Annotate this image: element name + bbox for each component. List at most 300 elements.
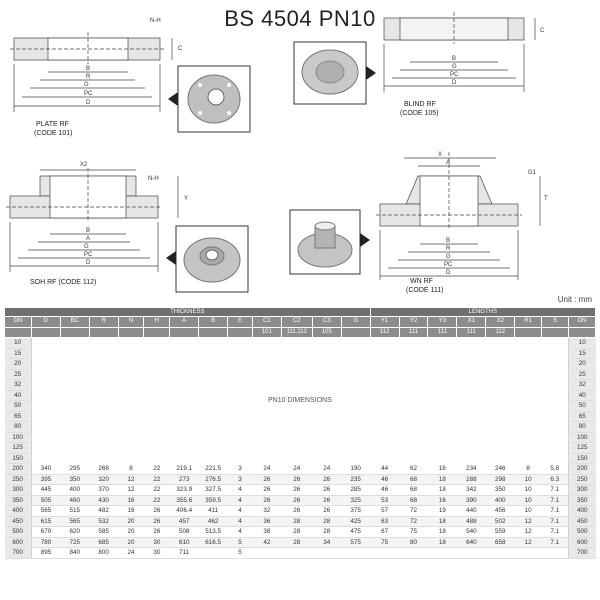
column-subheader xyxy=(228,327,253,338)
wn-rf-drawing xyxy=(376,152,540,280)
table-cell: 298 xyxy=(486,474,515,485)
wn-rf-caption: WN RF xyxy=(410,278,433,285)
table-cell: 19 xyxy=(428,506,457,517)
table-cell: 12 xyxy=(515,537,542,548)
table-cell: 62 xyxy=(399,464,428,475)
table-cell: 800 xyxy=(89,548,118,559)
table-cell: 600 xyxy=(5,537,32,548)
table-cell: 285 xyxy=(341,485,370,496)
label-nh: N-H xyxy=(150,18,161,24)
label-b3: B xyxy=(86,228,91,234)
table-cell: 780 xyxy=(31,537,60,548)
table-cell: 24 xyxy=(281,464,312,475)
table-cell: 895 xyxy=(31,548,60,559)
table-cell: 725 xyxy=(60,537,89,548)
dn-cell: 15 xyxy=(5,348,32,359)
column-header: Y1 xyxy=(370,317,399,328)
table-cell xyxy=(199,548,228,559)
label-a3: A xyxy=(86,236,91,242)
dn-cell: 125 xyxy=(568,443,595,454)
table-cell: 22 xyxy=(144,485,170,496)
table-cell: 5 xyxy=(228,548,253,559)
dn-cell: 15 xyxy=(568,348,595,359)
dn-cell: 65 xyxy=(5,411,32,422)
table-cell: 18 xyxy=(428,527,457,538)
table-cell: 26 xyxy=(281,506,312,517)
column-header: C3 xyxy=(312,317,341,328)
table-cell xyxy=(312,548,341,559)
table-cell: 370 xyxy=(89,485,118,496)
column-subheader xyxy=(341,327,370,338)
table-cell: 640 xyxy=(457,537,486,548)
table-cell: 327.5 xyxy=(199,485,228,496)
table-cell: 450 xyxy=(5,516,32,527)
blind-rf-caption: BLIND RF xyxy=(404,101,436,108)
dn-cell: 25 xyxy=(5,369,32,380)
table-row xyxy=(5,537,596,548)
table-cell: 350 xyxy=(60,474,89,485)
table-cell: 10 xyxy=(515,474,542,485)
table-cell: 505 xyxy=(31,495,60,506)
table-cell: 390 xyxy=(457,495,486,506)
table-cell: 7.1 xyxy=(542,516,569,527)
label-d2: D xyxy=(452,80,457,86)
table-row xyxy=(5,464,596,475)
table-cell: 685 xyxy=(89,537,118,548)
table-cell: 26 xyxy=(312,485,341,496)
table-cell: 8 xyxy=(515,464,542,475)
table-header xyxy=(5,317,596,328)
table-cell: 26 xyxy=(312,506,341,517)
table-cell: 20 xyxy=(118,516,144,527)
table-cell: 575 xyxy=(341,537,370,548)
table-cell: 20 xyxy=(118,537,144,548)
table-cell: 500 xyxy=(5,527,32,538)
table-cell: 3 xyxy=(228,464,253,475)
table-cell: 620 xyxy=(60,527,89,538)
label-d4: D xyxy=(446,270,451,276)
table-cell: 585 xyxy=(89,527,118,538)
table-cell: 395 xyxy=(31,474,60,485)
label-y3: Y xyxy=(184,196,189,202)
table-cell: 6.3 xyxy=(542,474,569,485)
label-x: X xyxy=(438,152,443,158)
table-cell: 840 xyxy=(60,548,89,559)
soh-rf-photo xyxy=(166,226,248,292)
table-cell: 28 xyxy=(312,516,341,527)
plate-rf-labels xyxy=(84,18,183,106)
table-cell xyxy=(281,548,312,559)
column-header: A xyxy=(170,317,199,328)
table-cell: 460 xyxy=(60,495,89,506)
table-cell: 16 xyxy=(428,495,457,506)
column-header: Y2 xyxy=(399,317,428,328)
table-cell: 400 xyxy=(486,495,515,506)
dn-cell: 150 xyxy=(5,453,32,464)
table-cell: 44 xyxy=(370,464,399,475)
table-cell: 440 xyxy=(457,506,486,517)
table-cell: 26 xyxy=(312,495,341,506)
label-pcd3: PC xyxy=(84,252,93,258)
table-row xyxy=(5,516,596,527)
table-cell: 75 xyxy=(370,537,399,548)
dn-cell: 80 xyxy=(568,422,595,433)
table-cell: 26 xyxy=(281,495,312,506)
column-subheader: 112 xyxy=(370,327,399,338)
column-subheader: 112 xyxy=(486,327,515,338)
table-cell: 350 xyxy=(5,495,32,506)
table-cell: 26 xyxy=(281,485,312,496)
table-cell: 411 xyxy=(199,506,228,517)
column-subheader xyxy=(199,327,228,338)
table-cell: 4 xyxy=(228,527,253,538)
table-cell: 268 xyxy=(89,464,118,475)
table-cell: 482 xyxy=(89,506,118,517)
table-cell: 700 xyxy=(568,548,595,559)
label-g4: G xyxy=(446,254,451,260)
column-subheader: 111,112 xyxy=(281,327,312,338)
table-cell: 475 xyxy=(341,527,370,538)
table-cell: 36 xyxy=(252,516,281,527)
group-lengths: LENGTHS xyxy=(370,308,595,317)
plate-rf-photo xyxy=(168,66,250,132)
column-subheader: 111 xyxy=(428,327,457,338)
dn-cell: 50 xyxy=(5,401,32,412)
table-cell: 16 xyxy=(118,506,144,517)
table-row xyxy=(5,548,596,559)
table-cell: 445 xyxy=(31,485,60,496)
table-cell: 234 xyxy=(457,464,486,475)
table-cell: 430 xyxy=(89,495,118,506)
table-cell: 28 xyxy=(281,527,312,538)
table-cell: 8 xyxy=(118,464,144,475)
table-cell: 46 xyxy=(370,485,399,496)
column-header: B xyxy=(199,317,228,328)
column-subheader: 105 xyxy=(312,327,341,338)
dn-cell: 20 xyxy=(568,359,595,370)
table-cell xyxy=(252,548,281,559)
table-cell: 24 xyxy=(252,464,281,475)
table-cell: 350 xyxy=(568,495,595,506)
column-header: S xyxy=(542,317,569,328)
plate-rf-caption: PLATE RF xyxy=(36,121,69,128)
table-cell: 28 xyxy=(312,527,341,538)
dn-cell: 125 xyxy=(5,443,32,454)
table-cell: 26 xyxy=(252,474,281,485)
table-cell: 24 xyxy=(312,464,341,475)
column-header: X1 xyxy=(457,317,486,328)
table-cell: 246 xyxy=(486,464,515,475)
dn-cell: 25 xyxy=(568,369,595,380)
table-cell: 375 xyxy=(341,506,370,517)
table-cell xyxy=(457,548,486,559)
label-c: C xyxy=(178,46,183,52)
table-cell: 616.5 xyxy=(199,537,228,548)
table-cell: 12 xyxy=(118,485,144,496)
table-cell: 42 xyxy=(252,537,281,548)
table-cell xyxy=(370,548,399,559)
table-row xyxy=(5,338,596,349)
table-cell: 46 xyxy=(370,474,399,485)
page-title: BS 4504 PN10 xyxy=(224,6,376,31)
table-cell: 12 xyxy=(118,474,144,485)
table-cell: 24 xyxy=(118,548,144,559)
column-header: G xyxy=(341,317,370,328)
label-d: D xyxy=(86,100,91,106)
label-r4: R xyxy=(446,246,451,252)
dn-cell: 65 xyxy=(568,411,595,422)
table-cell: 68 xyxy=(399,495,428,506)
label-a4: A xyxy=(446,160,451,166)
table-cell: 456 xyxy=(486,506,515,517)
table-cell: 16 xyxy=(118,495,144,506)
column-header: C2 xyxy=(281,317,312,328)
table-cell: 72 xyxy=(399,506,428,517)
plate-rf-code: (CODE 101) xyxy=(34,130,73,137)
table-cell: 700 xyxy=(5,548,32,559)
label-b4: B xyxy=(446,238,451,244)
table-body xyxy=(5,338,596,559)
column-header: C1 xyxy=(252,317,281,328)
table-cell: 565 xyxy=(60,516,89,527)
label-c2: C xyxy=(540,28,545,34)
label-g2: G xyxy=(452,64,457,70)
table-row xyxy=(5,495,596,506)
label-pcd4: PC xyxy=(444,262,453,268)
table-cell: 18 xyxy=(428,474,457,485)
table-subheader xyxy=(5,327,596,338)
table-cell: 615 xyxy=(31,516,60,527)
table-cell: 400 xyxy=(60,485,89,496)
table-cell: 68 xyxy=(399,474,428,485)
table-cell: 508 xyxy=(170,527,199,538)
table-cell: 18 xyxy=(428,516,457,527)
table-cell: 342 xyxy=(457,485,486,496)
table-cell: 295 xyxy=(60,464,89,475)
table-cell: 273 xyxy=(170,474,199,485)
table-cell: 7.1 xyxy=(542,527,569,538)
dn-cell: 10 xyxy=(5,338,32,349)
table-cell xyxy=(515,548,542,559)
wn-rf-photo xyxy=(290,210,370,274)
table-row xyxy=(5,474,596,485)
label-nh3: N-H xyxy=(148,176,159,182)
dimensions-table xyxy=(4,307,596,559)
column-subheader xyxy=(118,327,144,338)
table-cell: 250 xyxy=(5,474,32,485)
table-cell: 28 xyxy=(281,537,312,548)
table-cell: 488 xyxy=(457,516,486,527)
table-cell: 462 xyxy=(199,516,228,527)
column-header: X2 xyxy=(486,317,515,328)
table-cell: 7.1 xyxy=(542,506,569,517)
table-cell: 5 xyxy=(228,537,253,548)
blind-rf-drawing xyxy=(384,12,535,92)
table-cell: 565 xyxy=(31,506,60,517)
column-header: D xyxy=(31,317,60,328)
column-header: N xyxy=(118,317,144,328)
label-b2: B xyxy=(452,56,457,62)
wn-rf-code: (CODE 111) xyxy=(406,287,444,294)
table-cell: 406.4 xyxy=(170,506,199,517)
column-subheader xyxy=(515,327,542,338)
column-subheader xyxy=(568,327,595,338)
table-cell: 200 xyxy=(5,464,32,475)
column-subheader xyxy=(542,327,569,338)
column-subheader xyxy=(144,327,170,338)
table-cell: 5.8 xyxy=(542,464,569,475)
soh-rf-caption: SOH RF (CODE 112) xyxy=(30,279,97,286)
dn-cell: 32 xyxy=(568,380,595,391)
table-cell: 250 xyxy=(568,474,595,485)
dn-cell: 10 xyxy=(568,338,595,349)
table-cell: 30 xyxy=(144,537,170,548)
label-g: G xyxy=(84,82,89,88)
table-cell: 26 xyxy=(144,506,170,517)
column-header: E xyxy=(228,317,253,328)
table-cell: 22 xyxy=(144,464,170,475)
table-cell: 80 xyxy=(399,537,428,548)
table-cell: 32 xyxy=(252,506,281,517)
table-cell: 67 xyxy=(370,527,399,538)
table-cell: 4 xyxy=(228,495,253,506)
dn-cell: 80 xyxy=(5,422,32,433)
table-cell xyxy=(486,548,515,559)
table-cell: 502 xyxy=(486,516,515,527)
table-cell xyxy=(399,548,428,559)
table-cell: 10 xyxy=(515,506,542,517)
table-cell: 288 xyxy=(457,474,486,485)
table-cell: 7.1 xyxy=(542,537,569,548)
table-cell: 400 xyxy=(5,506,32,517)
column-header: DN xyxy=(568,317,595,328)
table-cell: 323.9 xyxy=(170,485,199,496)
table-cell: 355.6 xyxy=(170,495,199,506)
dn-cell: 100 xyxy=(568,432,595,443)
dn-cell: 150 xyxy=(568,453,595,464)
table-cell: 26 xyxy=(281,474,312,485)
table-cell: 400 xyxy=(568,506,595,517)
column-subheader xyxy=(170,327,199,338)
table-cell: 22 xyxy=(144,495,170,506)
dn-cell: 40 xyxy=(568,390,595,401)
table-cell: 7.1 xyxy=(542,495,569,506)
table-cell xyxy=(341,548,370,559)
table-cell: 18 xyxy=(428,537,457,548)
dn-cell: 100 xyxy=(5,432,32,443)
column-subheader xyxy=(89,327,118,338)
table-cell: 658 xyxy=(486,537,515,548)
table-cell: 515 xyxy=(60,506,89,517)
table-cell: 320 xyxy=(89,474,118,485)
table-cell: 340 xyxy=(31,464,60,475)
blind-rf-photo xyxy=(294,42,376,104)
table-cell xyxy=(428,548,457,559)
table-cell: 26 xyxy=(144,516,170,527)
table-cell: 4 xyxy=(228,516,253,527)
label-t4: T xyxy=(544,196,548,202)
table-cell: 513.5 xyxy=(199,527,228,538)
table-cell: 10 xyxy=(515,485,542,496)
label-pcd2: PC xyxy=(450,72,459,78)
label-b: B xyxy=(86,66,91,72)
column-header: H xyxy=(144,317,170,328)
table-cell: 26 xyxy=(252,495,281,506)
table-cell: 72 xyxy=(399,516,428,527)
plate-rf-drawing xyxy=(10,32,172,112)
label-pcd: PC xyxy=(84,91,93,97)
label-x2: X2 xyxy=(80,162,88,168)
label-g1: G1 xyxy=(528,170,537,176)
table-cell xyxy=(542,548,569,559)
table-cell: 22 xyxy=(144,474,170,485)
table-cell: 670 xyxy=(31,527,60,538)
blind-rf-code: (CODE 105) xyxy=(400,110,439,117)
table-cell: 532 xyxy=(89,516,118,527)
table-cell: 200 xyxy=(568,464,595,475)
table-row xyxy=(5,485,596,496)
column-header: Y3 xyxy=(428,317,457,328)
table-row xyxy=(5,527,596,538)
table-cell: 425 xyxy=(341,516,370,527)
label-g3: G xyxy=(84,244,89,250)
dn-cell: 20 xyxy=(5,359,32,370)
table-cell: 38 xyxy=(252,527,281,538)
unit-label: Unit : mm xyxy=(557,295,592,304)
column-subheader xyxy=(31,327,60,338)
table-cell: 63 xyxy=(370,516,399,527)
table-cell: 559 xyxy=(486,527,515,538)
table-row xyxy=(5,506,596,517)
table-cell: 359.5 xyxy=(199,495,228,506)
table-cell: 4 xyxy=(228,506,253,517)
table-cell: 26 xyxy=(252,485,281,496)
dn-cell: 40 xyxy=(5,390,32,401)
table-cell: 18 xyxy=(428,485,457,496)
table-cell: 450 xyxy=(568,516,595,527)
table-cell: 276.5 xyxy=(199,474,228,485)
column-subheader: 111 xyxy=(399,327,428,338)
table-group-header xyxy=(5,308,596,317)
table-cell: 540 xyxy=(457,527,486,538)
column-header: DN xyxy=(5,317,32,328)
table-cell: 457 xyxy=(170,516,199,527)
table-cell: 16 xyxy=(428,464,457,475)
merged-note: PN10 DIMENSIONS xyxy=(31,338,568,464)
column-subheader: 101 xyxy=(252,327,281,338)
table-cell: 350 xyxy=(486,485,515,496)
table-cell: 57 xyxy=(370,506,399,517)
column-header: R1 xyxy=(515,317,542,328)
table-cell: 500 xyxy=(568,527,595,538)
table-cell: 75 xyxy=(399,527,428,538)
column-subheader xyxy=(5,327,32,338)
column-subheader xyxy=(60,327,89,338)
table-cell: 34 xyxy=(312,537,341,548)
table-cell: 10 xyxy=(515,495,542,506)
table-cell: 3 xyxy=(228,474,253,485)
table-cell: 30 xyxy=(144,548,170,559)
table-cell: 711 xyxy=(170,548,199,559)
table-cell: 300 xyxy=(5,485,32,496)
column-header: BC xyxy=(60,317,89,328)
table-cell: 53 xyxy=(370,495,399,506)
table-cell: 325 xyxy=(341,495,370,506)
label-r: R xyxy=(86,74,91,80)
table-cell: 219.1 xyxy=(170,464,199,475)
table-cell: 190 xyxy=(341,464,370,475)
table-cell: 610 xyxy=(170,537,199,548)
